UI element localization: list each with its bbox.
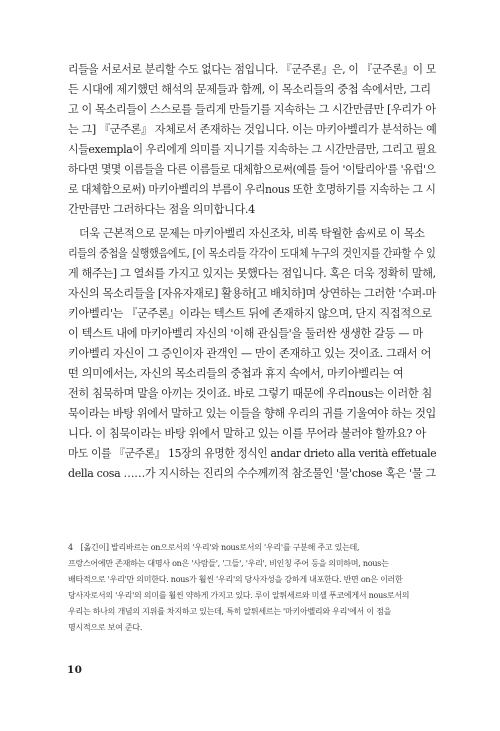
body-line: 묵이라는 바탕 위에서 말하고 있는 이들을 향해 우리의 귀를 기울여야 하는 것입 [68,407,436,420]
body-line: 는 그] 『군주론』 자체로서 존재하는 것입니다. 이는 마키아벨리가 분석하는 예 [68,123,437,136]
body-line: della cosa ……가 지시하는 진리의 수수께끼적 참조물인 '물'chose 혹은 '물 그 [68,467,436,480]
body-line: 시들exempla이 우리에게 의미를 지니기를 지속하는 그 시간만큼만, 그리고 필요 [68,143,437,156]
footnote-line: 명시적으로 보여 준다. [68,623,143,632]
body-line: 더욱 근본적으로 문제는 마키아벨리 자신조차, 비록 탁월한 솜씨로 이 목소 [68,227,425,240]
footnote-line: 당사자로서의 '우리'의 의미를 훨씬 약하게 가지고 있다. 루이 알튀세르와 미셸 푸코에게서 nous로서의 [68,591,410,600]
body-line: 니다. 이 침묵이라는 바탕 위에서 말하고 있는 이를 무어라 불러야 할까요? 아 [68,427,426,440]
body-line: 든 시대에 제기했던 해석의 문제들과 함께, 이 목소리들의 중첩 속에서만, 그리 [68,83,431,96]
body-line: 리들의 중첩을 실행했음에도, [이 목소리들 각각이 도대체 누구의 것인지를 간파할 수 있 [68,247,436,260]
body-line: 게 해주는] 그 열쇠를 가지고 있지는 못했다는 점입니다. 혹은 더욱 정확히 말해, [68,267,436,280]
page-number: 10 [67,664,83,676]
body-line: 로 대체함으로써) 마키아벨리의 부름이 우리nous 또한 호명하기를 지속하는 그 시 [68,183,436,196]
body-line: 키아벨리'는 『군주론』이라는 텍스트 뒤에 존재하지 않으며, 단지 직접적으로 [68,307,432,320]
body-line: 키아벨리 자신이 그 증인이자 관객인 — 만이 존재하고 있는 것이죠. 그래서 어 [68,347,432,360]
body-line: 간만큼만 그러하다는 점을 의미합니다.4 [68,203,255,216]
body-line: 마도 이를 『군주론』 15장의 유명한 정식인 andar drieto alla verità effetuale [68,447,437,460]
footnote-line: 프랑스어에만 존재하는 대명사 on은 '사람들', '그들', '우리', 비인칭 주어 등을 의미하며, nous는 [68,559,389,568]
body-line: 전히 침묵하며 말을 아끼는 것이죠. 바로 그렇기 때문에 우리nous는 이러한 침 [68,387,433,400]
body-line: 이 텍스트 내에 마키아벨리 자신의 '이해 관심들'을 둘러싼 생생한 갈등 — 마 [68,327,423,340]
footnote-line: 배타적으로 '우리'만 의미한다. nous가 훨씬 '우리'의 당사자성을 강하게 내포한다. 반면 on은 이러한 [68,575,403,584]
body-line: 고 이 목소리들이 스스로를 들리게 만들기를 지속하는 그 시간만큼만 [우리가 아 [68,103,436,116]
footnote-line: 4 [옮긴이] 발리바르는 on으로서의 '우리'와 nous로서의 '우리'를 구분해 주고 있는데, [68,543,360,552]
body-line: 자신의 목소리들을 [자유자재로] 활용하[고 배치하]며 상연하는 그러한 '수퍼-마 [68,287,436,300]
body-line: 하다면 몇몇 이름들을 다른 이름들로 대체함으로써(예를 들어 '이탈리아'를 '유럽'으 [68,163,436,176]
footnote-line: 우리는 하나의 개념의 지위를 차지하고 있는데, 특히 알튀세르는 '마키아벨리와 우리'에서 이 점을 [68,607,392,616]
body-line: 리들을 서로서로 분리할 수도 없다는 점입니다. 『군주론』은, 이 『군주론』이 모 [68,63,436,76]
body-line: 떤 의미에서는, 자신의 목소리들의 중첩과 휴지 속에서, 마키아벨리는 여 [68,367,404,380]
